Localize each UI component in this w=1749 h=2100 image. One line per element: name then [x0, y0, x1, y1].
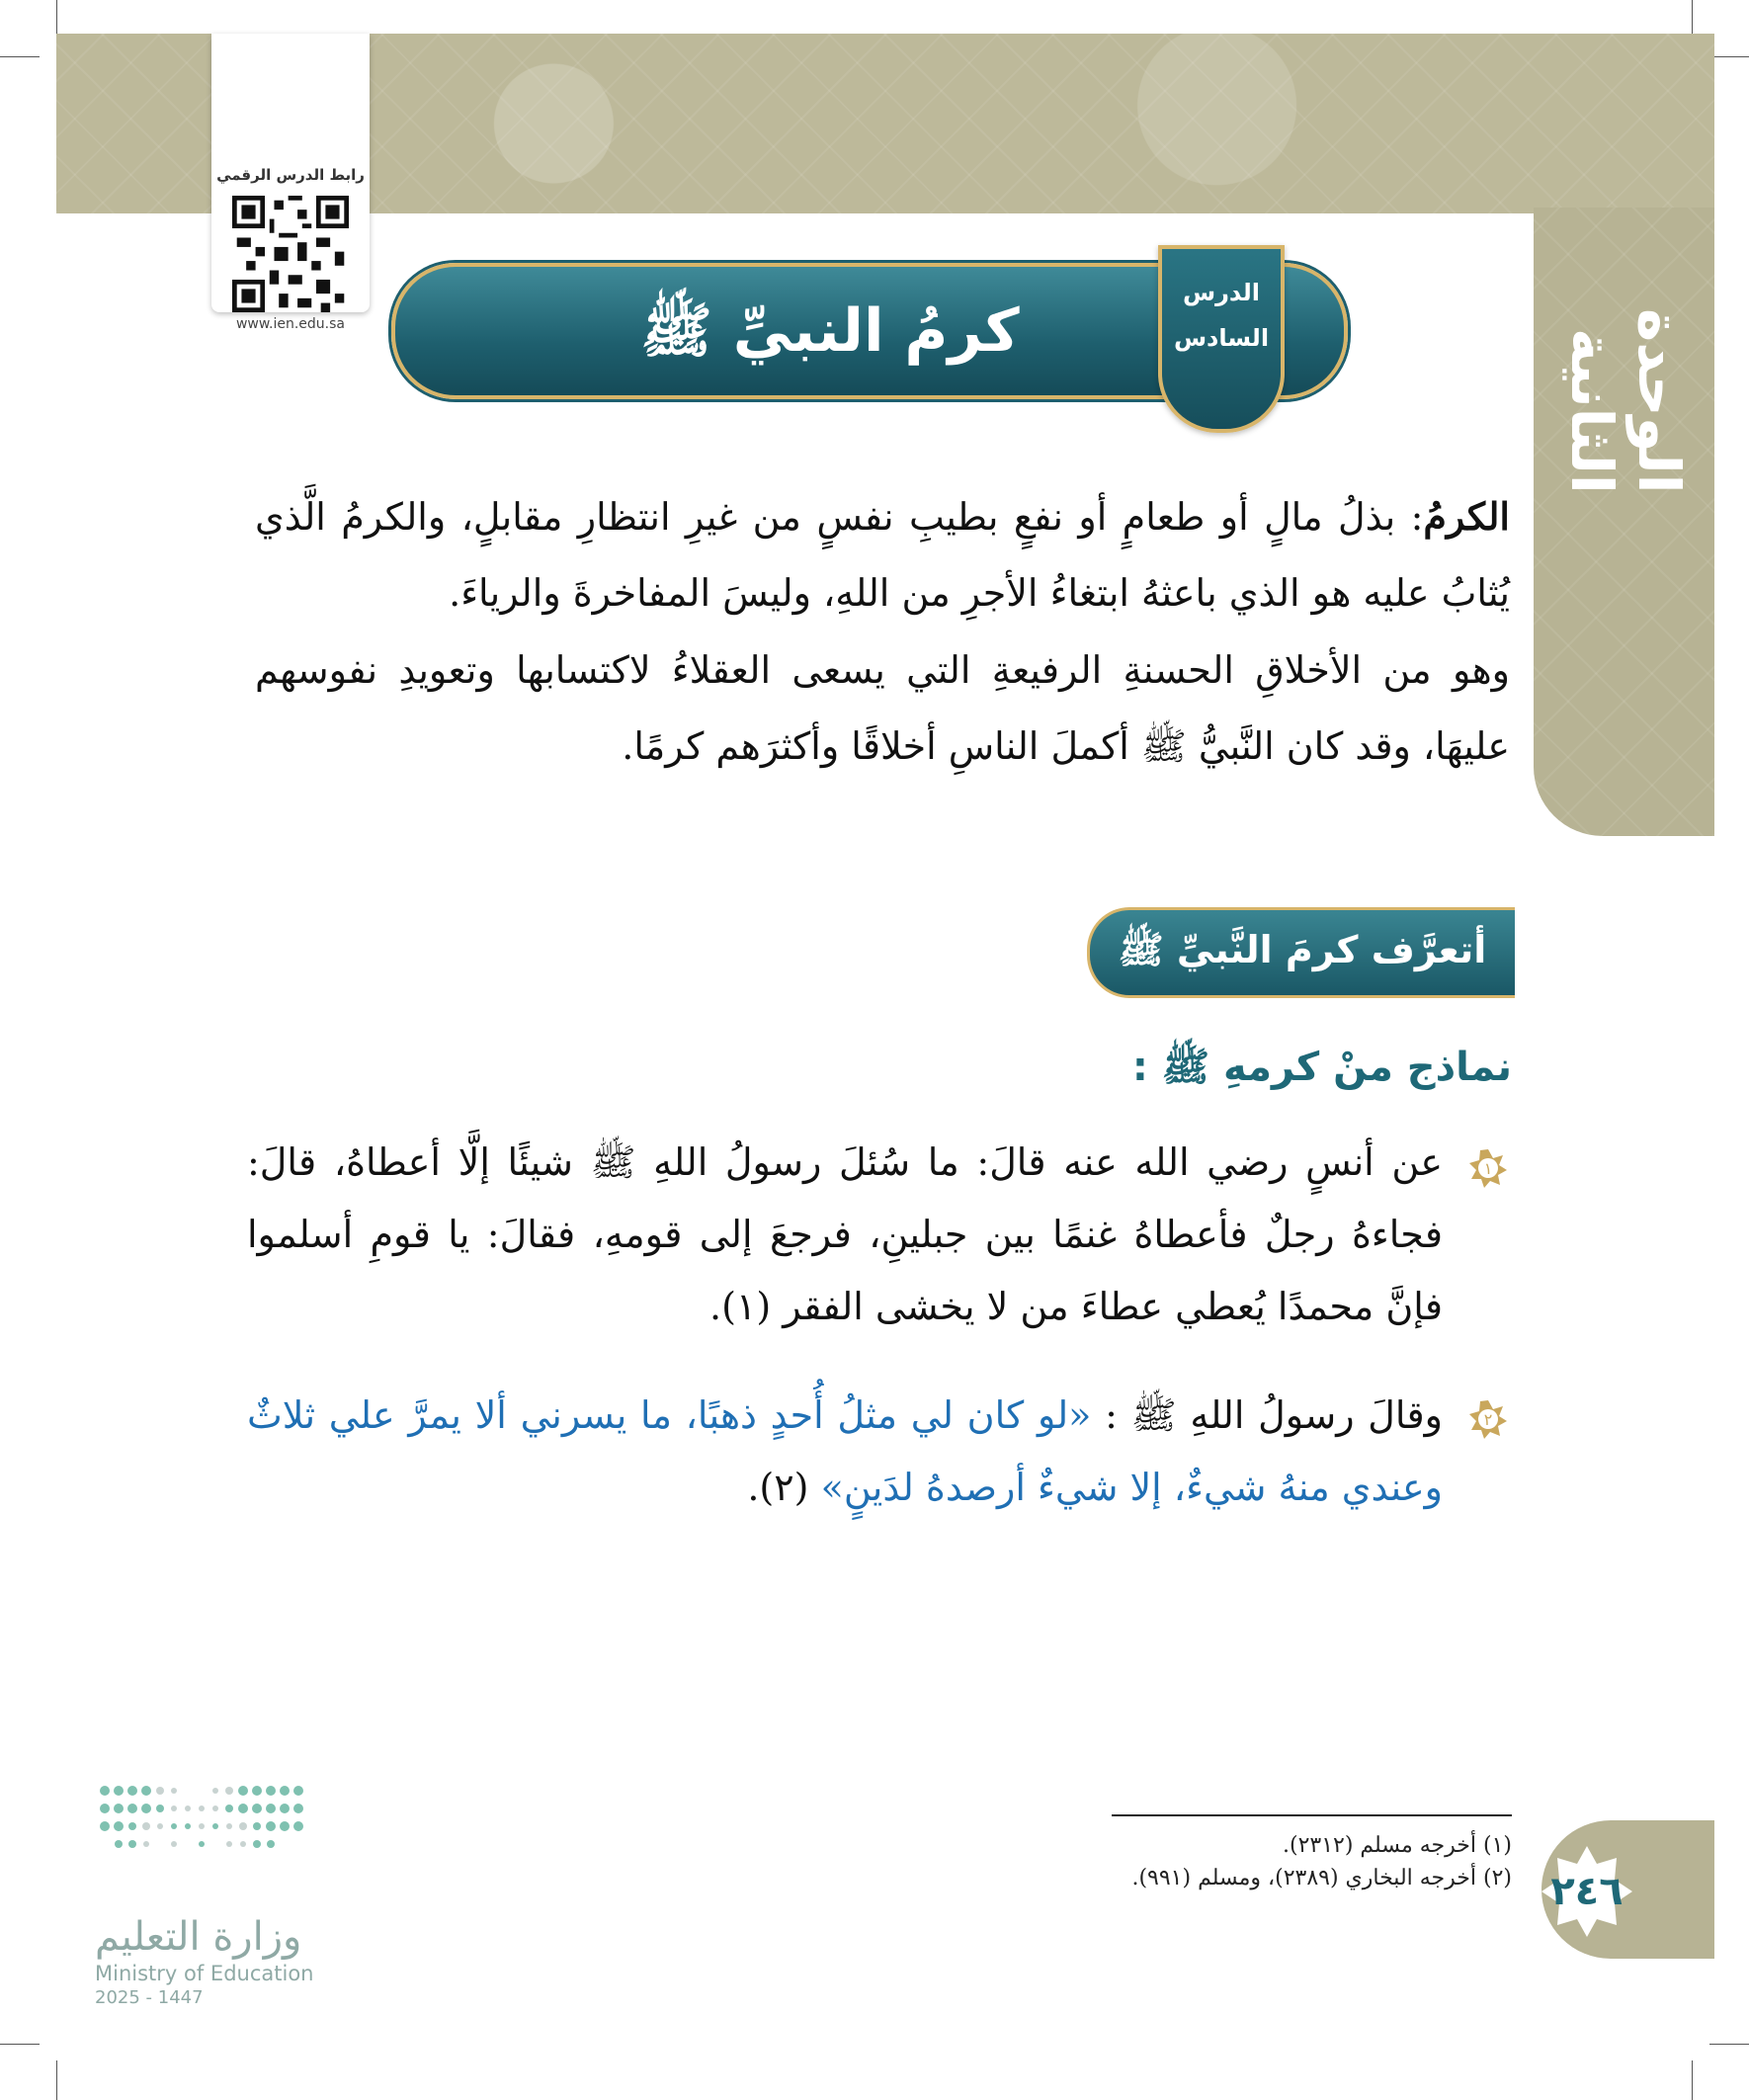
crop-mark — [0, 56, 40, 57]
star-bullet-icon — [1468, 1399, 1508, 1439]
lesson-number-tag — [1158, 245, 1285, 433]
lesson-title: كرمُ النبيِّ ﷺ — [640, 296, 1020, 366]
intro-paragraph: وهو من الأخلاقِ الحسنةِ الرفيعةِ التي يسعى العقلاءُ لاكتسابها وتعويدِ نفوسهم عليهَا، وقد كان النَّبيُّ ﷺ أكملَ الناسِ أخلاقًا وأكثرَهم كرمًا. — [255, 648, 1510, 768]
qr-card[interactable] — [211, 34, 370, 332]
qr-label: رابط الدرس الرقمي — [216, 166, 365, 184]
footnote-divider — [1112, 1814, 1512, 1816]
footnote: (٢) أخرجه البخاري (٢٣٨٩)، ومسلم (٩٩١). — [1131, 1866, 1512, 1890]
crop-mark — [0, 2044, 40, 2045]
item-reference: (٢). — [747, 1466, 821, 1509]
ministry-logo-icon — [95, 1779, 312, 1897]
item-text: عن أنسٍ رضي الله عنه قالَ: ما سُئلَ رسولُ اللهِ ﷺ شيئًا إلَّا أعطاهُ، قالَ: فجاءهُ رجلٌ فأعطاهُ غنمًا بين جبلينِ، فرجعَ إلى قومهِ، فقالَ: يا قومِ أسلموا فإنَّ محمدًا يُعطي عطاءَ من لا يخشى الفقر (١). — [247, 1140, 1443, 1328]
item-intro: وقالَ رسولُ اللهِ ﷺ : — [1091, 1393, 1443, 1437]
crop-mark — [1709, 56, 1749, 57]
ministry-name-ar: وزارة التعليم — [95, 1914, 302, 1960]
section-title: أتعرَّف كرمَ النَّبيِّ ﷺ — [1118, 928, 1487, 971]
intro-definition — [255, 478, 1510, 631]
unit-title: الوحدة الثانية — [1558, 308, 1693, 494]
models-heading: نماذج منْ كرمهِ ﷺ : — [1131, 1045, 1512, 1090]
definition-text: : بذلُ مالٍ أو طعامٍ أو نفعٍ بطيبِ نفسٍ من غيرِ انتظارِ مقابلٍ، والكرمُ الَّذي يُثابُ عليه هو الذي باعثهُ ابتغاءُ الأجرِ من اللهِ، وليسَ المفاخرةَ والرياءَ. — [255, 495, 1510, 615]
ministry-name-en: Ministry of Education — [95, 1962, 314, 1985]
lesson-tag-line2: السادس — [1173, 324, 1270, 352]
star-bullet-icon — [1468, 1148, 1508, 1188]
item-number: ١ — [1483, 1159, 1493, 1178]
qr-url[interactable]: www.ien.edu.sa — [235, 316, 346, 332]
footnote: (١) أخرجه مسلم (٢٣١٢). — [1283, 1833, 1512, 1858]
item-text — [247, 1380, 1443, 1524]
hadith-quote: «لو كان لي مثلُ أُحدٍ ذهبًا، ما يسرني ألا يمرَّ علي ثلاثٌ وعندي منهُ شيءٌ، إلا شيءٌ أرصدهُ لدَينٍ» — [247, 1393, 1443, 1509]
qr-code-icon[interactable] — [232, 196, 349, 312]
definition-term: الكرمُ — [1423, 494, 1510, 539]
page-number: ٢٤٦ — [1550, 1869, 1624, 1914]
lesson-tag-line1: الدرس — [1182, 279, 1261, 306]
item-number: ٢ — [1483, 1410, 1493, 1429]
ministry-year: 2025 - 1447 — [95, 1987, 204, 2008]
crop-mark — [1709, 2044, 1749, 2045]
crop-mark — [1692, 2060, 1693, 2100]
crop-mark — [56, 2060, 57, 2100]
